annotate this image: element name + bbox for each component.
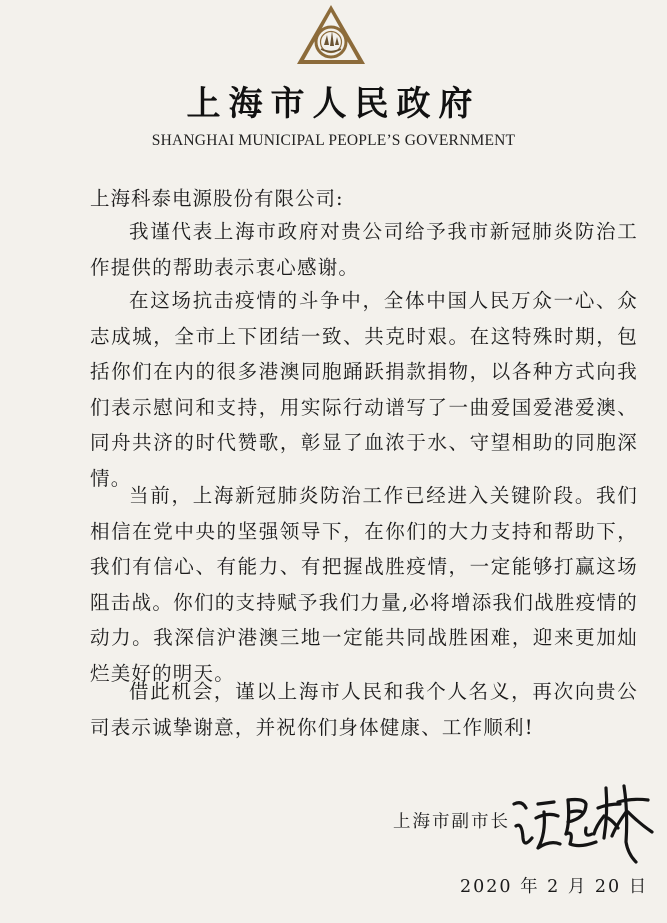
- paragraph-1: 我谨代表上海市政府对贵公司给予我市新冠肺炎防治工作提供的帮助表示衷心感谢。: [90, 220, 638, 279]
- handwritten-signature-icon: [508, 782, 658, 866]
- letterhead-subtitle: SHANGHAI MUNICIPAL PEOPLE’S GOVERNMENT: [151, 132, 516, 149]
- shanghai-emblem-icon: [294, 2, 368, 68]
- paragraph-2: 在这场抗击疫情的斗争中，全体中国人民万众一心、众志成城，全市上下团结一致、共克时艰。在这特殊时期，包括你们在内的很多港澳同胞踊跃捐款捐物，以各种方式向我们表示慰问和支持，用实际行动谱写了一曲爱国爱港爱澳、同舟共济的时代赞歌，彰显了血浓于水、守望相助的同胞深情。: [90, 289, 638, 490]
- letterhead-title: 上海市人民政府: [186, 84, 481, 124]
- paragraph-3: 当前，上海新冠肺炎防治工作已经进入关键阶段。我们相信在党中央的坚强领导下，在你们的大力支持和帮助下，我们有信心、有能力、有把握战胜疫情，一定能够打赢这场阻击战。你们的支持赋予我们力量,必将增添我们战胜疫情的动力。我深信沪港澳三地一定能共同战胜困难，迎来更加灿烂美好的明天。: [90, 484, 638, 685]
- signatory-title: 上海市副市长: [393, 812, 510, 832]
- salutation: 上海科泰电源股份有限公司:: [90, 187, 344, 210]
- letter-date: 2020 年 2 月 20 日: [460, 877, 649, 897]
- paragraph-4: 借此机会，谨以上海市人民和我个人名义，再次向贵公司表示诚挚谢意，并祝你们身体健康、工作顺利!: [90, 680, 638, 739]
